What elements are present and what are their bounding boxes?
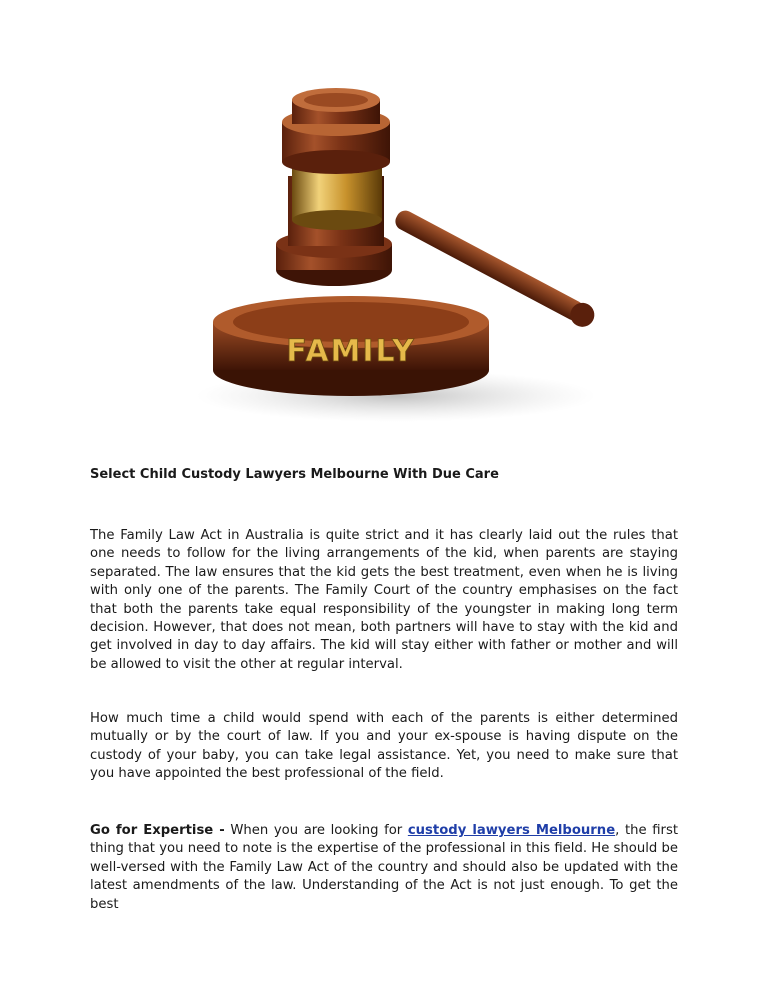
paragraph-3-text-after-link: , the first thing that you need to note is the expertise of the professional in this field. He should be well-versed with the Family Law Act of the country and should also be updated with the latest amendments of the law. Understanding of the Act is not just enough. To get the best — [90, 823, 678, 912]
paragraph-3-lead: Go for Expertise - — [90, 823, 225, 838]
paragraph-3 — [90, 822, 678, 914]
paragraph-3-text-before-link: When you are looking for — [224, 823, 408, 838]
gavel-base-label: FAMILY — [286, 334, 416, 369]
article-title: Select Child Custody Lawyers Melbourne With Due Care — [90, 467, 499, 482]
custody-lawyers-link[interactable]: custody lawyers Melbourne — [407, 823, 616, 838]
paragraph-1: The Family Law Act in Australia is quite strict and it has clearly laid out the rules that one needs to follow for the living arrangements of the kid, when parents are staying separated. The law ensures that the kid gets the best treatment, even when he is living with only one of the parents. The Family Court of the country emphasises on the fact that both the parents take equal responsibility of the youngster in making long term decision. However, that does not mean, both partners will have to stay with the kid and get involved in day to day affairs. The kid will stay either with father or mother and will be allowed to visit the other at regular interval. — [90, 528, 678, 672]
paragraph-2: How much time a child would spend with each of the parents is either determined mutually or by the court of law. If you and your ex-spouse is having dispute on the custody of your baby, you can take legal assistance. Yet, you need to make sure that you have appointed the best professional of the field. — [90, 711, 678, 782]
gavel-image — [196, 78, 606, 423]
